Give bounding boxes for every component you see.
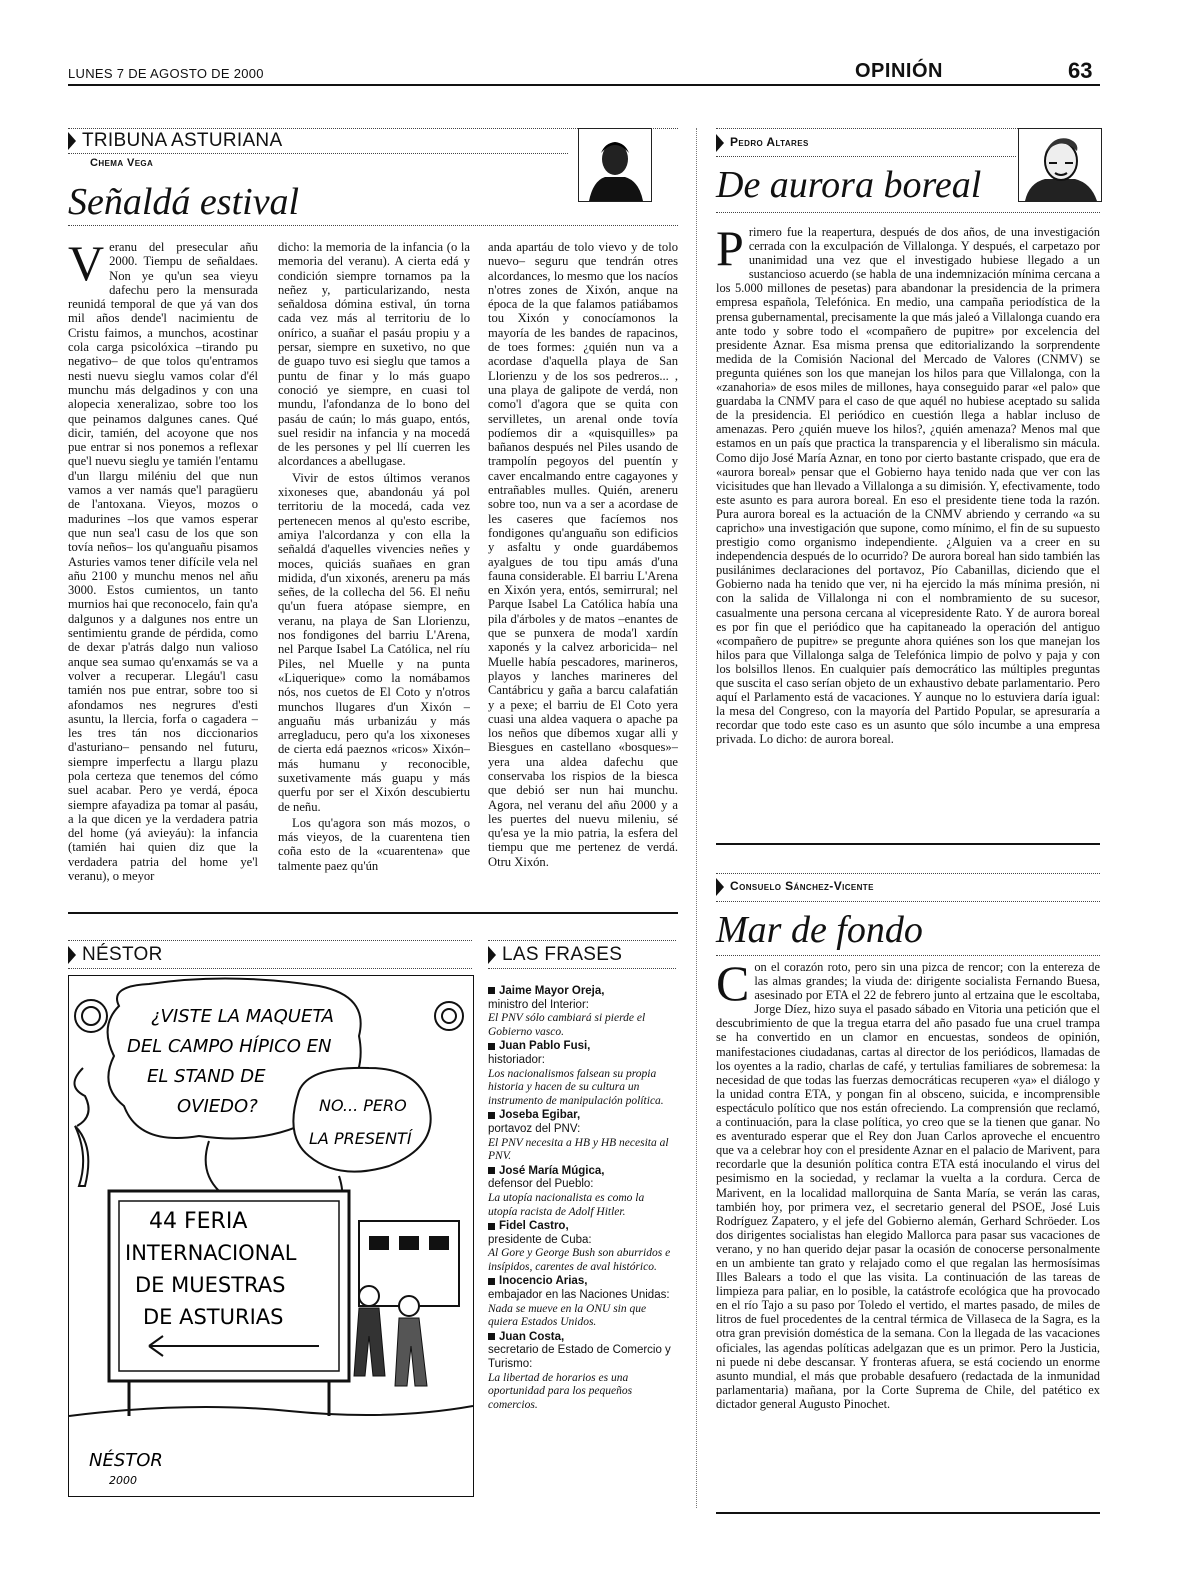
quote-speaker: Fidel Castro, (488, 1220, 676, 1234)
frases-label-text: LAS FRASES (502, 944, 623, 965)
divider (488, 968, 676, 969)
quote-item (488, 1040, 676, 1108)
quote-text: Nada se mueve en la ONU sin que quiera Estados Unidos. (488, 1302, 647, 1329)
divider (68, 153, 568, 154)
section-rule (716, 1512, 1100, 1514)
section-marker-icon (716, 134, 724, 152)
paragraph: Vivir de estos últimos veranos xixoneses que, abandonáu yá pol territoriu de la mocedá, cada vez pertenecen menos al qu'esto escribe, amiya l'alcordanza y con ella la señaldá d'aquelles vivencies neñes y moces, quiciás suañaes en gran midida, d'un xixonés, areneru pa más señes, de la collecha del 56. El neñu qu'un fuera atópase siempre, en veranu, na playa de San Llorienzu, nos fondigones del barriu L'Arena, nel Parque Isabel La Católica, nel ríu Piles, nel Muelle y na punta «Liquerique» como la nomábamos nós, nos cuetos de El Coto y n'otros munchos llugares d'un Xixón –anguañu más urbanizáu y más arregladucu, pero qu'a los xixoneses de cierta edá paeznos «ricos» Xixón– más humanu y reconocible, suxetivamente más guapu y más querfu por ser el Xixón descubiertu de neñu. (278, 470, 470, 814)
tribuna-byline: Chema Vega (90, 157, 154, 169)
quote-role: embajador en las Naciones Unidas: (488, 1289, 670, 1302)
mar-headline: Mar de fondo (716, 909, 923, 951)
paragraph: anda apartáu de tolo vievo y de tolo nuevo– seguru que tendrán otres alcordances, lo mesmo que los nacíos n'otres zones de Xixón, anque na época de la que falamos patiábamos tou Xixón y conocíamonos la mayoría de les bandes de rapacinos, de toes formes: ¿quién nun va a acordase d'aquella playa de San Llorienzu y de los sos pedreros... , una playa de galipote de verdá, non como'l d'agora que se quita con servilletes, un arenal onde tovía podíemos dir a «quisquilles» pa bañanos después nel Piles usando de trampolín pegoyos del puentín y caver encalmando entre cagayones y entrañables mulles. Quién, areneru sobre too, nun va a ser a acordase de les caseres que facíemos nos fondigones qu'anguañu son edificios y asfaltu y onde guardábemos ayalgues de tou tipu amás d'una fauna considerable. El barriu L'Arena en Xixón yera, entós, semirrural; nel Parque Isabel La Católica había una pila d'árboles y de matos –enantes de que se punxera de moda'l xardín xaponés y la calvez arboricida– nel Muelle había pescadores, marineros, playos y lanches marineres del Cantábricu y gaña a barcu calafatián y a pexe; el barriu de El Coto yera cuasi una aldea vaquera o apache pa los neños que díbemos xugar alli y Biesgues en castellano «bosques»– yera una aldea dafechu que conservaba los rispios de la biesca que debió ser nun hai munchu. Agora, nel veranu del añu 2000 y a les puertes del nuevu mileniu, sé qu'esa ye la mio patria, la esfera del tiempu que me pertenez de verdá. Otru Xixón. (488, 240, 678, 869)
quote-text: El PNV necesita a HB y HB necesita al PNV. (488, 1136, 669, 1163)
dropcap: C (716, 960, 750, 1011)
divider (716, 873, 1100, 874)
quote-item (488, 1165, 676, 1219)
mar-body (716, 960, 1100, 1508)
cartoon-drawing (69, 976, 473, 1496)
quote-role: presidente de Cuba: (488, 1233, 592, 1246)
section-marker-icon (68, 946, 76, 964)
tribuna-column-1 (68, 240, 258, 910)
quote-text: La libertad de horarios es una oportunidad para los pequeños comercios. (488, 1371, 633, 1411)
tribuna-section-label (68, 130, 282, 152)
divider (68, 225, 678, 226)
quote-speaker: Juan Costa, (488, 1331, 676, 1345)
bubble1-line1: ¿VISTE LA MAQUETA (151, 1006, 334, 1027)
header-rule (68, 84, 1100, 86)
sign-line3: DE MUESTRAS (135, 1273, 286, 1297)
mar-byline (716, 878, 874, 896)
quote-text: Los nacionalismos falsean su propia historia y hacen de su cultura un instrumento de manipulación política. (488, 1067, 664, 1107)
author-photo-chema-vega (578, 128, 652, 202)
dropcap: P (716, 225, 744, 276)
quote-role: secretario de Estado de Comercio y Turismo: (488, 1344, 671, 1371)
quote-text: La utopía nacionalista es como la utopía racista de Adolf Hitler. (488, 1191, 645, 1218)
tribuna-label-text: TRIBUNA ASTURIANA (82, 130, 283, 151)
sign-line1: 44 FERIA (149, 1209, 248, 1234)
cartoonist-signature-year: 2000 (109, 1474, 137, 1487)
portrait-icon (1019, 129, 1101, 201)
frases-section-label (488, 944, 622, 966)
page-number: 63 (1068, 58, 1093, 83)
author-photo-pedro-altares (1018, 128, 1102, 202)
quote-text: El PNV sólo cambiará si pierde el Gobierno vasco. (488, 1012, 646, 1038)
divider (716, 156, 1016, 157)
tribuna-column-3 (488, 240, 678, 910)
frases-list (488, 985, 676, 1413)
dropcap: V (68, 240, 105, 291)
nestor-label-text: NÉSTOR (82, 944, 163, 965)
quote-item (488, 1220, 676, 1274)
quote-speaker: José María Múgica, (488, 1165, 676, 1179)
quote-speaker: Inocencio Arias, (488, 1275, 676, 1289)
aurora-body (716, 225, 1100, 830)
quote-speaker: Joseba Egibar, (488, 1109, 676, 1123)
section-marker-icon (716, 878, 724, 896)
aurora-byline (716, 134, 809, 152)
tribuna-column-2 (278, 240, 470, 910)
portrait-icon (579, 129, 651, 201)
nestor-section-label (68, 944, 163, 966)
paragraph: Los qu'agora son más mozos, o más vieyos, de la cuarentena tien coña esto de la «cuarentena» que talmente paez qu'ún (278, 815, 470, 873)
paragraph: rimero fue la reapertura, después de dos años, de una investigación cerrada con la exculpación de Villalonga. Y después, el carpetazo por unanimidad una vez que el investigado hubiese llegado a un sustancioso acuerdo (se habla de una indemnización mínima cercana a los 5.000 millones de pesetas) para abandonar la presidencia de la primera empresa española, Telefónica. En medio, una campaña periodística de la prensa gubernamental, precisamente la que más jaleó a Villalonga cuando era ante todo y sobre todo el «compañero de pupitre» por excelencia del presidente Aznar. Esa misma prensa que editorializando la sorprendente medida de la Comisión Nacional del Mercado de Valores (CNMV) se pregunta quiénes son los que manejan los hilos para que Villalonga, con la «zanahoria» de esos miles de millones, haya conseguido parar «el palo» que guardaba la CNMV para el caso de que aquél no hubiese aceptado su salida de la presidencia. El periódico en cuestión llega a hablar incluso de amenazas. Pero ¿quién mueve los hilos?, ¿quién amenaza? Menos mal que estamos en un país que practica la transparencia y el liberalismo sin mácula. Como dijo José María Aznar, en tono por cierto bastante crispado, que era de «aurora boreal» pensar que el Gobierno haya tenido nada que ver con las vicisitudes que han llevado a Villalonga a su dimisión. Y, efectivamente, todo este asunto es para aurora boreal. En eso el presidente tiene toda la razón. Pura aurora boreal es la actuación de la CNMV abriendo y cerrando «a su capricho» una investigación que supone, como mínimo, el fin de su supuesto prestigio como organismo independiente. ¿Alguien va a creer en su independencia después de lo ocurrido? De aurora boreal han sido también las pusilánimes declaraciones del portavoz, Pío Cabanillas, diciendo que el Gobierno nada ha tenido que ver, ni ha ejercido la más mínima presión, ni con la salida de Villalonga ni con el nombramiento de su sucesor, casualmente una persona cercana al vicepresidente Rato. Y de aurora boreal es por fin que el periódico que ha capitaneado la operación del antiguo «compañero de pupitre» se pregunte ahora quiénes son los que manejan los hilos para que Villalonga salga de Telefónica limpio de polvo y paja y con los bolsillos llenos. En cualquier país democrático las múltiples preguntas que suscita el caso serían objeto de un exhaustivo debate parlamentario. Pero aquí el Parlamento está de vacaciones. Y aunque no lo estuviera daría igual: la mesa del Congreso, con la mayoría del Partido Popular, se apresuraría a recordar que todo este caso es un asunto que sólo incumbe a una empresa privada. Lo dicho: de aurora boreal. (716, 225, 1100, 747)
bubble2-line1: NO... PERO (319, 1096, 407, 1115)
divider (716, 955, 1100, 956)
aurora-headline: De aurora boreal (716, 164, 982, 206)
section-title: OPINIÓN (855, 60, 943, 82)
paragraph: dicho: la memoria de la infancia (o la memoria del veranu). A cierta edá y condición siempre tornamos pa la neñez y, particularizando, nesta señaldosa dómina estival, ún torna cada vez más al territoriu de lo onírico, a suañar el pasáu propiu y a persar, siempre en suxetivo, no que de guapo tuvo esi sieglu que tamos a puntu de finar y lo más guapo conoció ye siempre, en cuasi tol mundu, l'afondanza de lo bono del pasáu de caún; lo más guapo, entós, suel residir na infancia y na mocedá de les persones y pel llí cuerren les alcordances a abellugase. (278, 240, 470, 469)
section-marker-icon (68, 132, 76, 150)
aurora-author-text: Pedro Altares (730, 135, 809, 150)
section-marker-icon (488, 946, 496, 964)
column-divider (696, 128, 697, 1508)
divider (68, 940, 472, 941)
divider (716, 901, 1100, 902)
tribuna-headline: Señaldá estival (68, 181, 300, 223)
divider (68, 968, 472, 969)
quote-role: historiador: (488, 1053, 545, 1066)
divider (488, 940, 676, 941)
quote-role: ministro del Interior: (488, 998, 589, 1011)
quote-item (488, 1109, 676, 1163)
nestor-cartoon (68, 975, 474, 1497)
section-rule (68, 912, 678, 914)
bubble1-line2: DEL CAMPO HÍPICO EN (127, 1036, 332, 1057)
quote-role: defensor del Pueblo: (488, 1178, 594, 1191)
sign-line2: INTERNACIONAL (125, 1241, 297, 1265)
quote-role: portavoz del PNV: (488, 1122, 581, 1135)
quote-item (488, 1275, 676, 1329)
divider (716, 212, 1100, 213)
paragraph: on el corazón roto, pero sin una pizca de rencor; con la entereza de las almas grandes; la viuda de: dirigente socialista Fernando Buesa, asesinado por ETA el 22 de febrero junto al ertzaina que le escoltaba, Jorge Díez, hizo suya el pasado sábado en Vitoria una petición que el descubrimiento de que la tregua etarra del año pasado fue una cruel trampa se ha convertido en un clamor en encuestas, sondeos de opinión, manifestaciones ciudadanas, cartas al director de los periódicos, llamadas de los oyentes a la radio, charlas de café, y tertulias familiares de sobremesa: la necesidad de que todas las fuerzas democráticas recuperen «ya» el diálogo y la unidad contra ETA, y pongan fin al obsceno, suicida, e incomprensible espectáculo político que nos están ofreciendo. La comprensión que reclamó, a continuación, para la clase política, yo creo que se la tienen que ganar. No es aventurado esperar que el Rey don Juan Carlos aproveche el encuentro que va a celebrar hoy con el presidente Aznar en el palacio de Marivent, para recordarle que la desunión política contra ETA está inoculando el virus del pesimismo en la sociedad, y reclamar la vuelta a la cordura. Cerca de Marivent, en la localidad mallorquina de Santa María, se verán las caras, también hoy, por primera vez, el secretario general del PSOE, José Luis Rodríguez Zapatero, y el jefe del Gobierno alemán, Gerhard Schröeder. Los dos dirigentes socialistas han elegido Mallorca para pasar sus vacaciones de verano, y no han querido dejar pasar la ocasión de conocerse personalmente en un ambiente tan grato y relajado como el que regalan las hermosísimas Illes Balears a todo el que las visita. La continuación de las tareas de limpieza para paliar, en lo posible, la catástrofe ecológica que ha provocado en el río Tajo a su paso por Toledo el vertido, el martes pasado, de miles de litros de fuel procedentes de la central térmica de Villaseca de la Sagra, es la otra gran previsión doméstica de la semana. Con la llegada de las vacaciones oficiales, las agendas políticas adelgazan que es un primor. Pero la Justicia, ni puede ni debe descansar. Y fronteras afuera, se está cociendo un enorme asunto mundial, el más que probable desafuero (redactada de la inmunidad parlamentaria) mañana, por la Corte Suprema de Chile, del patético ex dictador general Augusto Pinochet. (716, 960, 1100, 1411)
cartoonist-signature: NÉSTOR (89, 1450, 163, 1471)
sign-line4: DE ASTURIAS (143, 1305, 284, 1329)
bubble2-line2: LA PRESENTÍ (309, 1129, 412, 1148)
quote-item (488, 1331, 676, 1413)
bubble1-line4: OVIEDO? (177, 1096, 258, 1117)
page-date: LUNES 7 DE AGOSTO DE 2000 (68, 66, 264, 81)
quote-speaker: Jaime Mayor Oreja, (488, 985, 676, 999)
paragraph: eranu del presecular añu 2000. Tiempu de señaldaes. Non ye qu'un sea vieyu dafechu pero la mensurada reunidá temporal de que yá van dos mil años dende'l nacimientu de Cristu faimos, a munchos, acostinar cola carga psicolóxica –tirando pu negativo– de que tolos qu'entramos nesti nuevu sieglu vamos colar d'él munchu más delgadinos y con una alopecia xeneralizao, sobre too los que peinamos dalgunes canes. Qué dicir, tamién, del acoyone que nos pue entrar si nos ponemos a reflexar que'l nuevu sieglu ye tamién l'entamu d'un llargu miléniu del que nun vamos a ver namás que'l paragüeru de l'antoxana. Vieyos, mozos o madurines –los que vamos esperar que nun sea'l casu de los que son tovía neños– los qu'anguañu pisamos Asturies vamos tener difícile vela nel añu 2100 y munchu menos nel añu 3000. Estos cumientos, un tanto murnios hai que reconocelo, fain qu'a dalgunos y a dalgunes nos entre un sentimientu grande de pérdida, como de dexar p'atrás dalgo nun valioso anque sea sumao qu'enxamás se va a volver a recuperar. Llegáu'l casu tamién nos pue entrar, sobre too si afondamos nes negrures d'esti asuntu, la llercia, forfa o cagadera –les tres tán nos diccionarios d'asturiano– pensando nel futuru, siempre imperfectu a llargu plazu pola certeza que tenemos del cómo suel acabar. Pero ye verdá, época siempre afayadiza pa tomar al pasáu, a la que dicen ye la verdadera patria del home (yá avieyáu): la infancia (tamién hai quien diz que la verdadera patria del home ye'l veranu), o meyor (68, 240, 258, 884)
mar-author-text: Consuelo Sánchez-Vicente (730, 879, 874, 894)
quote-text: Al Gore y George Bush son aburridos e insípidos, carentes de aval histórico. (488, 1247, 671, 1273)
quote-item (488, 985, 676, 1039)
quote-speaker: Juan Pablo Fusi, (488, 1040, 676, 1054)
section-rule (716, 843, 1100, 845)
bubble1-line3: EL STAND DE (147, 1066, 266, 1087)
